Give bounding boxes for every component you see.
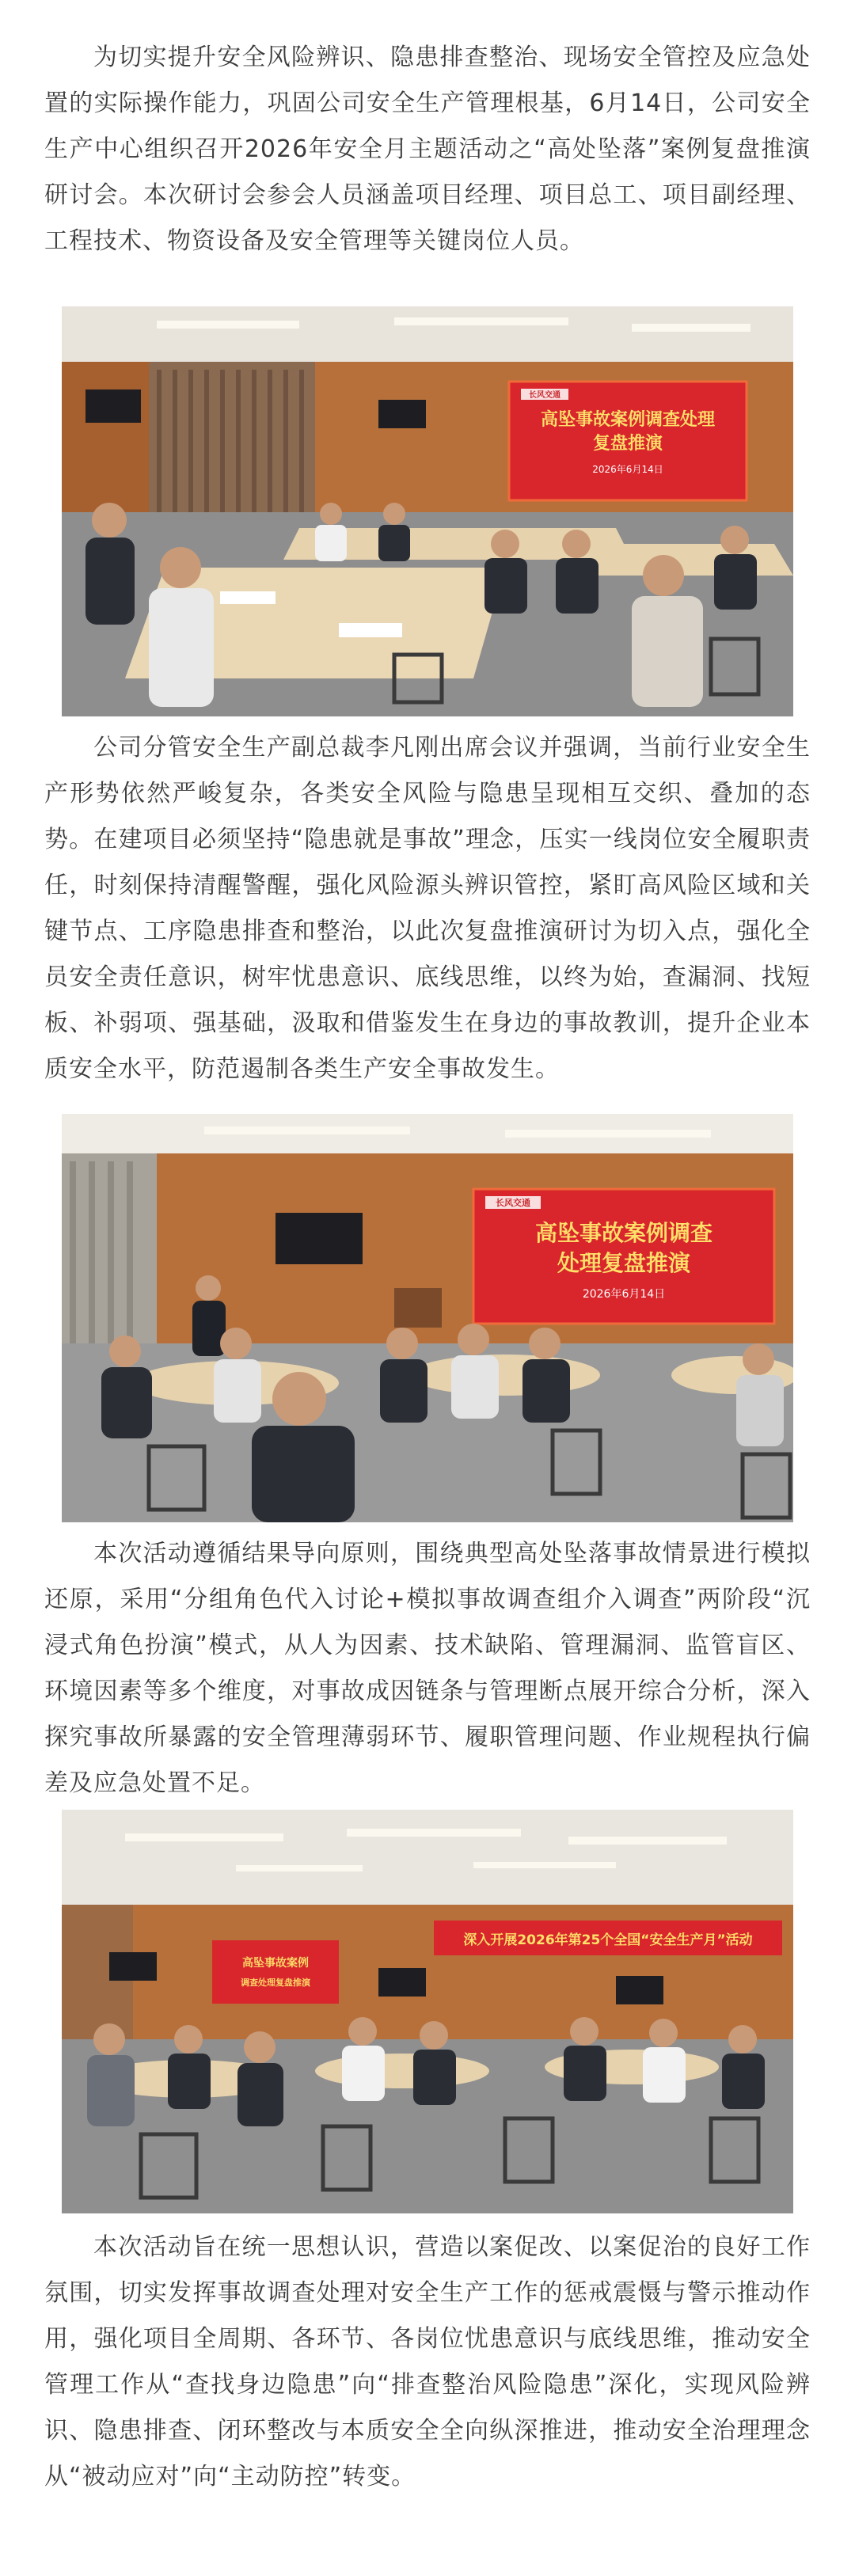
screen-title-line2: 处理复盘推演 bbox=[557, 1250, 691, 1276]
screen-title-line1: 高坠事故案例 bbox=[242, 1957, 309, 1970]
screen-title-line1: 高坠事故案例调查 bbox=[534, 1220, 713, 1246]
meeting-photo-1 bbox=[62, 306, 793, 716]
screen-logo: 长风交通 bbox=[529, 391, 560, 400]
screen-title-line2: 调查处理复盘推演 bbox=[241, 1978, 310, 1988]
wall-banner-text: 深入开展2026年第25个全国“安全生产月”活动 bbox=[463, 1932, 753, 1948]
paragraph-intro: 为切实提升安全风险辨识、隐患排查整治、现场安全管控及应急处置的实际操作能力，巩固公司安全生产管理根基，6月14日，公司安全生产中心组织召开2026年安全月主题活动之“高处坠落”案例复盘推演研讨会。本次研讨会参会人员涵盖项目经理、项目总工、项目副经理、工程技术、物资设备及安全管理等关键岗位人员。 bbox=[44, 44, 811, 255]
paragraph-activity-method: 本次活动遵循结果导向原则，围绕典型高处坠落事故情景进行模拟还原，采用“分组角色代入讨论+模拟事故调查组介入调查”两阶段“沉浸式角色扮演”模式，从人为因素、技术缺陷、管理漏洞、监管盲区、环境因素等多个维度，对事故成因链条与管理断点展开综合分析，深入探究事故所暴露的安全管理薄弱环节、履职管理问题、作业规程执行偏差及应急处置不足。 bbox=[44, 1540, 811, 1797]
screen-date: 2026年6月14日 bbox=[592, 464, 663, 475]
meeting-photo-2 bbox=[62, 1114, 793, 1522]
screen-logo: 长风交通 bbox=[496, 1198, 530, 1208]
paragraph-leader-speech: 公司分管安全生产副总裁李凡刚出席会议并强调，当前行业安全生产形势依然严峻复杂，各类安全风险与隐患呈现相互交织、叠加的态势。在建项目必须坚持“隐患就是事故”理念，压实一线岗位安全履职责任，时刻保持清醒警醒，强化风险源头辨识管控，紧盯高风险区域和关键节点、工序隐患排查和整治，以此次复盘推演研讨为切入点，强化全员安全责任意识，树牢忧患意识、底线思维，以终为始，查漏洞、找短板、补弱项、强基础，汲取和借鉴发生在身边的事故教训，提升企业本质安全水平，防范遏制各类生产安全事故发生。 bbox=[44, 734, 811, 1083]
meeting-photo-3 bbox=[62, 1810, 793, 2213]
screen-title-line2: 复盘推演 bbox=[592, 434, 663, 454]
screen-date: 2026年6月14日 bbox=[582, 1288, 666, 1301]
screen-title-line1: 高坠事故案例调查处理 bbox=[540, 410, 716, 430]
paragraph-activity-goal: 本次活动旨在统一思想认识，营造以案促改、以案促治的良好工作氛围，切实发挥事故调查处理对安全生产工作的惩戒震慑与警示推动作用，强化项目全周期、各环节、各岗位忧患意识与底线思维，推动安全管理工作从“查找身边隐患”向“排查整治风险隐患”深化，实现风险辨识、隐患排查、闭环整改与本质安全全向纵深推进，推动安全治理理念从“被动应对”向“主动防控”转变。 bbox=[44, 2233, 811, 2491]
